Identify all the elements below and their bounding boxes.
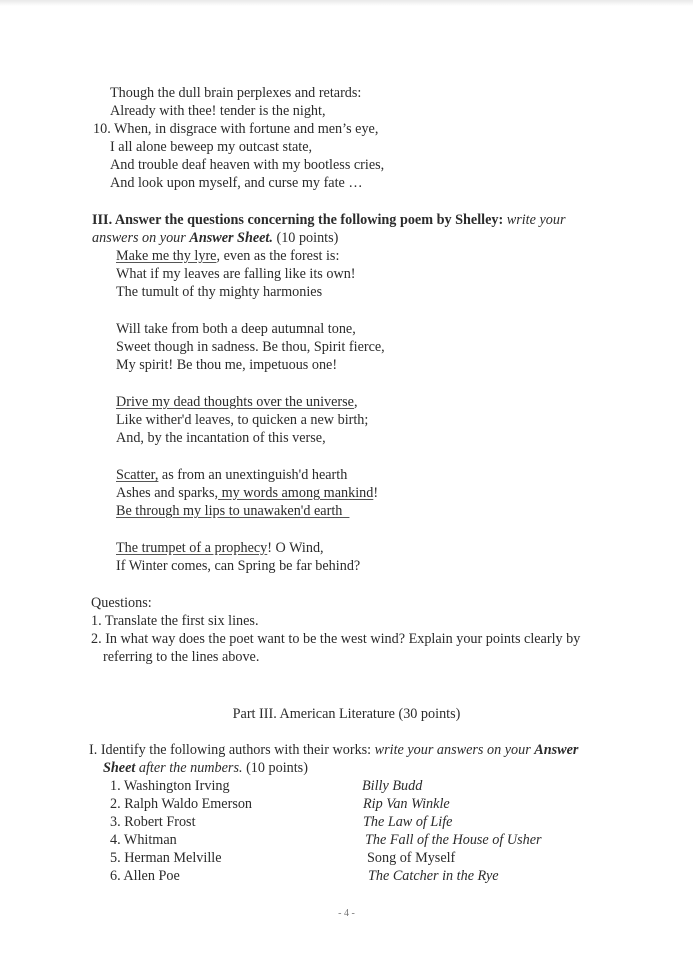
excerpt-line xyxy=(110,84,361,102)
poem-line xyxy=(116,338,385,356)
underlined-phrase: my words among mankind xyxy=(218,485,374,501)
excerpt-text: I all alone beweep my outcast state, xyxy=(110,139,313,155)
heading-bold: III. Answer the questions concerning the following poem by Shelley: xyxy=(92,212,504,228)
poem-text: Sweet though in sadness. Be thou, Spirit fierce, xyxy=(116,339,385,355)
excerpt-line xyxy=(110,156,384,174)
poem-line xyxy=(116,429,326,447)
excerpt-text: Though the dull brain perplexes and retards: xyxy=(110,85,362,101)
instructions-italic: write your answers on your xyxy=(374,742,531,758)
poem-line xyxy=(116,466,347,484)
heading-bolditalic: Answer Sheet. xyxy=(189,230,273,246)
excerpt-text: When, in disgrace with fortune and men’s eye, xyxy=(114,121,379,137)
work-item: The Catcher in the Rye xyxy=(368,868,499,884)
question-2: 2. In what way does the poet want to be the west wind? Explain your points clearly by xyxy=(91,631,581,647)
author-item: 6. Allen Poe xyxy=(110,868,180,884)
poem-text: as from an unextinguish'd hearth xyxy=(158,467,348,483)
questions-label: Questions: xyxy=(91,595,152,611)
poem-line xyxy=(116,393,358,411)
poem-text: And, by the incantation of this verse, xyxy=(116,430,326,446)
poem-text: My spirit! Be thou me, impetuous one! xyxy=(116,357,338,373)
work-item: The Fall of the House of Usher xyxy=(365,832,542,848)
excerpt-number: 10. xyxy=(93,121,111,137)
excerpt-text: And trouble deaf heaven with my bootless cries, xyxy=(110,157,385,173)
excerpt-line xyxy=(110,138,312,156)
work-item: Song of Myself xyxy=(367,850,456,866)
underlined-phrase: Be through my lips to unawaken'd earth xyxy=(116,503,350,519)
heading-points: (10 points) xyxy=(276,230,339,246)
poem-text: ! xyxy=(373,485,379,501)
part-title: Part III. American Literature (30 points) xyxy=(232,706,461,722)
author-item: 5. Herman Melville xyxy=(110,850,222,866)
poem-text: , xyxy=(353,394,358,410)
instructions-text: I. Identify the following authors with their works: xyxy=(89,742,372,758)
excerpt-line xyxy=(110,102,326,120)
heading-italic: write your xyxy=(506,212,566,228)
poem-line xyxy=(116,320,356,338)
section-heading-cont xyxy=(92,229,338,247)
poem-line xyxy=(116,557,360,575)
author-item: 1. Washington Irving xyxy=(110,778,230,794)
instructions-bolditalic: Answer xyxy=(534,742,579,758)
page-number: - 4 - xyxy=(338,908,355,919)
poem-text: The tumult of thy mighty harmonies xyxy=(116,284,323,300)
work-item: The Law of Life xyxy=(363,814,453,830)
poem-line xyxy=(116,265,356,283)
question-2-cont: referring to the lines above. xyxy=(103,649,260,665)
excerpt-line xyxy=(110,174,363,192)
section-heading xyxy=(92,211,565,229)
poem-line xyxy=(116,411,368,429)
author-item: 4. Whitman xyxy=(110,832,177,848)
excerpt-line xyxy=(93,120,378,138)
poem-text: ! O Wind, xyxy=(267,540,324,556)
poem-line xyxy=(116,283,322,301)
work-item: Rip Van Winkle xyxy=(363,796,450,812)
poem-text: Like wither'd leaves, to quicken a new birth; xyxy=(116,412,369,428)
part3-instructions xyxy=(89,741,578,759)
poem-text: What if my leaves are falling like its own! xyxy=(116,266,356,282)
poem-line xyxy=(116,356,337,374)
excerpt-text: And look upon myself, and curse my fate … xyxy=(110,175,363,191)
poem-line xyxy=(116,484,378,502)
instructions-points: (10 points) xyxy=(246,760,308,776)
poem-line xyxy=(116,247,339,265)
poem-line xyxy=(116,539,324,557)
instructions-italic: after the numbers. xyxy=(138,760,243,776)
underlined-phrase: Drive my dead thoughts over the universe xyxy=(116,394,354,410)
heading-italic: answers on your xyxy=(92,230,186,246)
poem-text: If Winter comes, can Spring be far behind? xyxy=(116,558,361,574)
excerpt-text: Already with thee! tender is the night, xyxy=(110,103,326,119)
author-item: 2. Ralph Waldo Emerson xyxy=(110,796,253,812)
underlined-phrase: Scatter, xyxy=(116,467,159,483)
part3-instructions-cont xyxy=(103,759,308,777)
author-item: 3. Robert Frost xyxy=(110,814,196,830)
poem-text: Will take from both a deep autumnal tone, xyxy=(116,321,356,337)
poem-text: , even as the forest is: xyxy=(216,248,340,264)
underlined-phrase: Make me thy lyre xyxy=(116,248,217,264)
poem-text: Ashes and sparks, xyxy=(116,485,219,501)
question-1: 1. Translate the first six lines. xyxy=(91,613,259,629)
instructions-bolditalic: Sheet xyxy=(103,760,136,776)
poem-line xyxy=(116,502,349,520)
work-item: Billy Budd xyxy=(362,778,423,794)
scan-edge-shadow xyxy=(0,0,693,6)
underlined-phrase: The trumpet of a prophecy xyxy=(116,540,268,556)
